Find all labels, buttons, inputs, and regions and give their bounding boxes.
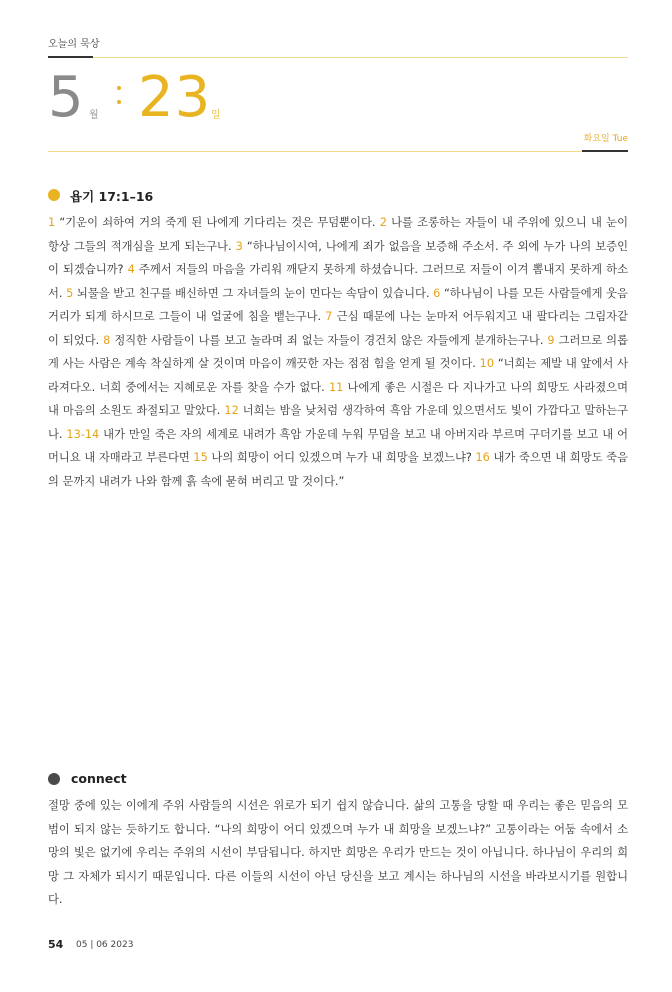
verse-text: 정직한 사람들이 나를 보고 놀라며 죄 없는 자들이 경건치 않은 자들에게 분개하는구나. (110, 333, 548, 347)
verse-text: 그러므로 의롭게 사는 사람은 계속 착실하게 살 것이며 마음이 깨끗한 자는 점점 힘을 얻게 될 것이다. (48, 333, 628, 370)
month-number: 5 (48, 65, 85, 130)
verse-number: 3 (235, 239, 243, 253)
verse-number: 13-14 (66, 427, 100, 441)
verse-text: 내가 죽으면 내 희망도 죽음의 문까지 내려가 나와 함께 흙 속에 묻혀 버리고 말 것이다.” (48, 451, 628, 488)
verse-number: 12 (224, 404, 239, 417)
header-rule (93, 57, 628, 58)
verse-text: “하나님이시여, 나에게 죄가 없음을 보증해 주소서. 주 외에 누가 나의 보증인이 되겠습니까? (48, 239, 629, 276)
verse-text: 근심 때문에 나는 눈마저 어두워지고 내 팔다리는 그림자같이 되었다. (48, 310, 629, 347)
verse-number: 6 (433, 286, 441, 300)
verse-number: 15 (193, 451, 208, 464)
verse-text: “기운이 쇠하여 거의 죽게 된 나에게 기다리는 것은 무덤뿐이다. (55, 216, 380, 229)
verse-text: 나에게 좋은 시절은 다 지나가고 나의 희망도 사라졌으며 내 마음의 소원도 좌절되고 말았다. (48, 380, 628, 417)
verse-text: “너희는 제발 내 앞에서 사라져다오. 너희 중에서는 지혜로운 자를 찾을 수가 없다. (48, 357, 628, 394)
weekday-underline (582, 150, 628, 152)
verse-text: 너희는 밤을 낮처럼 생각하여 흑암 가운데 있으면서도 빛이 가깝다고 말하는구나. (48, 404, 629, 441)
verse-text: 나의 희망이 어디 있겠으며 누가 내 희망을 보겠느냐? (207, 451, 476, 464)
weekday-label: 화요일 Tue (583, 134, 628, 144)
verse-number: 2 (379, 216, 387, 229)
verse-text: 뇌물을 받고 친구를 배신하면 그 자녀들의 눈이 먼다는 속담이 있습니다. (73, 286, 434, 300)
verse-number: 11 (328, 380, 344, 394)
verse-number: 1 (48, 216, 56, 229)
section-label: 오늘의 묵상 (48, 39, 100, 50)
verse-text: “하나님이 나를 모든 사람들에게 웃음거리가 되게 하시므로 그들이 내 얼굴에 침을 뱉는구나. (48, 286, 628, 323)
verse-number: 7 (325, 310, 333, 323)
page-number: 54 (48, 938, 64, 951)
date-rule (48, 151, 582, 152)
verse-number: 4 (127, 263, 135, 276)
day-number: 23 (138, 65, 212, 130)
issue-date: 05 | 06 2023 (76, 940, 134, 950)
scripture-bullet-icon (48, 189, 60, 201)
verse-number: 10 (479, 357, 495, 370)
connect-text: 절망 중에 있는 이에게 주위 사람들의 시선은 위로가 되기 쉽지 않습니다. 삶의 고통을 당할 때 우리는 좋은 믿음의 모범이 되지 않는 듯하기도 합니다. “나의 희망이 어디 있겠으며 누가 내 희망을 보겠느냐?” 고통이라는 어둠 속에서 소망의 빛은 없기에 우리는 주위의 시선이 부담됩니다. 하지만 희망은 우리가 만드는 것이 아닙니다. 하나님이 우리의 희망 그 자체가 되시기 때문입니다. 다른 이들의 시선이 아닌 당신을 보고 계시는 하나님의 시선을 바라보시기를 원합니다. (48, 799, 628, 906)
verse-number: 16 (475, 451, 490, 464)
verse-number: 5 (66, 286, 74, 300)
verse-text: 내가 만일 죽은 자의 세계로 내려가 흑암 가운데 누워 무덤을 보고 내 아버지라 부르며 구더기를 보고 내 어머니요 내 자매라고 부른다면 (48, 427, 628, 464)
verse-text: 주께서 저들의 마음을 가리워 깨닫지 못하게 하셨습니다. 그러므로 저들이 이겨 뽐내지 못하게 하소서. (48, 263, 628, 300)
verse-text: 나를 조롱하는 자들이 내 주위에 있으니 내 눈이 항상 그들의 적개심을 보게 되는구나. (48, 216, 628, 253)
scripture-text (48, 211, 628, 493)
section-label-underline (48, 56, 93, 58)
scripture-reference: 욥기 17:1–16 (70, 189, 154, 204)
date-colon-icon (116, 79, 122, 109)
verse-number: 9 (547, 333, 555, 347)
verse-number: 8 (103, 333, 111, 347)
connect-bullet-icon (48, 773, 60, 785)
day-unit: 일 (211, 110, 221, 121)
month-unit: 월 (89, 110, 99, 121)
connect-heading: connect (71, 771, 127, 786)
